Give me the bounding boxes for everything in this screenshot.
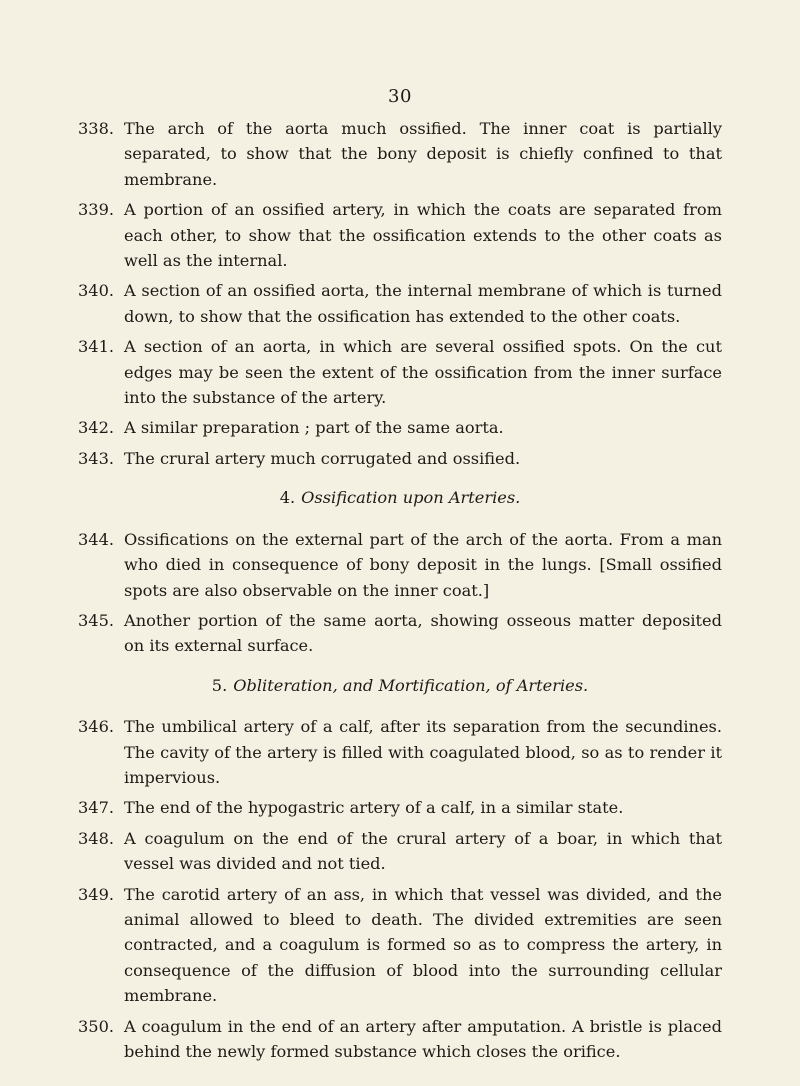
entry-number: 348. <box>78 828 115 848</box>
entry-text: The carotid artery of an ass, in which that vessel was divided, and the animal allowed to bleed to death. The divided extremities are seen contracted, and a coagulum is formed so as to compress the artery, in consequence of the diffusion of blood into the surrounding cellular membrane. <box>124 884 722 1006</box>
entry-number: 342. <box>78 418 115 438</box>
catalogue-entry-350 <box>78 1014 722 1065</box>
section-heading-4 <box>78 485 722 510</box>
entry-text: A coagulum on the end of the crural artery of a boar, in which that vessel was divided and not tied. <box>124 828 722 874</box>
entry-text: The end of the hypogastric artery of a calf, in a similar state. <box>124 798 624 818</box>
entry-number: 347. <box>78 798 115 818</box>
entry-number: 346. <box>78 717 115 737</box>
entry-number: 343. <box>78 448 115 468</box>
catalogue-entry-344 <box>78 527 722 603</box>
entry-number: 338. <box>78 119 115 138</box>
entry-number: 344. <box>78 529 115 549</box>
entry-text: The umbilical artery of a calf, after its separation from the secundines. The cavity of the artery is filled with coagulated blood, so as to render it impervious. <box>124 717 722 787</box>
catalogue-entry-343 <box>78 446 722 471</box>
entry-text: A section of an ossified aorta, the internal membrane of which is turned down, to show that the ossification has extended to the other coats. <box>124 281 722 326</box>
entry-text: A coagulum in the end of an artery after amputation. A bristle is placed behind the newly formed substance which closes the orifice. <box>124 1016 722 1061</box>
entry-number: 345. <box>78 610 115 630</box>
catalogue-entry-346 <box>78 714 722 790</box>
entry-text: A portion of an ossified artery, in which the coats are separated from each other, to show that the ossification extends to the other coats as well as the internal. <box>124 200 722 271</box>
entry-number: 340. <box>78 281 115 301</box>
page-number: 30 <box>388 86 412 107</box>
section-heading-5 <box>78 673 722 698</box>
entry-number: 341. <box>78 337 115 357</box>
section-title: Ossification upon Arteries. <box>301 488 521 508</box>
entry-text: The arch of the aorta much ossified. The inner coat is partially separated, to show that the bony deposit is chiefly confined to that membrane. <box>124 119 722 189</box>
entry-text: A section of an aorta, in which are several ossified spots. On the cut edges may be seen the extent of the ossification from the inner surface into the substance of the artery. <box>124 337 722 408</box>
section-number: 4. <box>279 488 296 508</box>
catalogue-entry-340 <box>78 278 722 329</box>
entry-number: 349. <box>78 884 115 904</box>
catalogue-entry-348 <box>78 826 722 877</box>
catalogue-entry-342 <box>78 415 722 440</box>
entry-number: 339. <box>78 200 115 220</box>
entry-text: A similar preparation ; part of the same aorta. <box>124 418 504 438</box>
catalogue-entry-345 <box>78 608 722 659</box>
entry-number: 350. <box>78 1016 115 1036</box>
entry-text: Another portion of the same aorta, showing osseous matter deposited on its external surface. <box>124 610 722 656</box>
catalogue-entry-339 <box>78 197 722 273</box>
section-title: Obliteration, and Mortification, of Arteries. <box>233 675 589 695</box>
entry-text: The crural artery much corrugated and ossified. <box>124 448 521 468</box>
entry-text: Ossifications on the external part of the arch of the aorta. From a man who died in consequence of bony deposit in the lungs. [Small ossified spots are also observable on the inner coat.] <box>124 529 722 600</box>
catalogue-content <box>78 116 722 1069</box>
catalogue-entry-338 <box>78 116 722 192</box>
catalogue-entry-341 <box>78 334 722 410</box>
catalogue-entry-349 <box>78 882 722 1009</box>
section-number: 5. <box>211 675 228 695</box>
catalogue-entry-347 <box>78 795 722 820</box>
